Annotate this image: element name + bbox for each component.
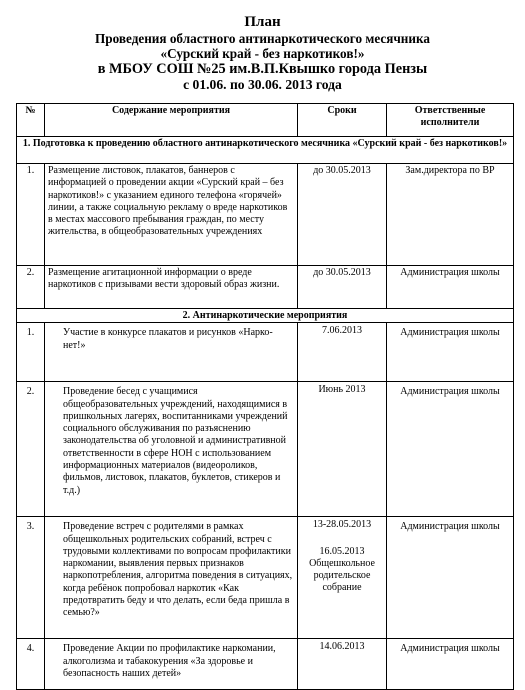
section-row bbox=[17, 309, 514, 323]
row-number: 2. bbox=[17, 266, 45, 309]
meeting-type-text: родительское bbox=[313, 570, 371, 582]
row-activity: Проведение встреч с родителями в рамках общешкольных родительских собраний, встреч с трудовыми коллективами по вопросам профилактики наркомании, выявления первых признаков наркопотребления, алгоритма поведения в ситуациях, когда ребёнок попробовал наркотик «Как предотвратить беду и что делать, если беда пришла в семью?» bbox=[45, 517, 298, 639]
meeting-type-text: Общешкольное bbox=[309, 557, 375, 569]
table-row bbox=[17, 266, 514, 309]
document-title: План bbox=[244, 14, 281, 30]
table-row bbox=[17, 323, 514, 382]
section-title: 1. Подготовка к проведению областного антинаркотического месячника «Сурский край - без наркотиков!» bbox=[17, 137, 514, 164]
table-row bbox=[17, 639, 514, 690]
row-responsible: Администрация школы bbox=[387, 639, 514, 690]
row-activity: Размещение листовок, плакатов, баннеров с информацией о проведении акции «Сурский край – без наркотиков!» с указанием единого телефона «горячей» линии, а также социальную рекламу о вреде наркотиков в местах массового пребывания граждан, по месту жительства, в общеобразовательных учреждениях bbox=[45, 164, 298, 266]
row-responsible: Администрация школы bbox=[387, 323, 514, 382]
row-dates bbox=[298, 517, 387, 639]
row-activity: Проведение Акции по профилактике наркомании, алкоголизма и табакокурения «За здоровье и безопасность наших детей» bbox=[45, 639, 298, 690]
row-dates: 14.06.2013 bbox=[298, 639, 387, 690]
row-responsible: Администрация школы bbox=[387, 517, 514, 639]
meeting-date-text: 16.05.2013 bbox=[319, 545, 365, 557]
table-row bbox=[17, 164, 514, 266]
row-responsible: Администрация школы bbox=[387, 266, 514, 309]
row-dates: Июнь 2013 bbox=[298, 382, 387, 517]
row-responsible: Администрация школы bbox=[387, 382, 514, 517]
plan-table bbox=[16, 103, 514, 690]
document-subtitle: Проведения областного антинаркотического месячника bbox=[95, 31, 430, 46]
section-title: 2. Антинаркотические мероприятия bbox=[17, 309, 514, 323]
section-row bbox=[17, 137, 514, 164]
col-header-number: № bbox=[17, 104, 45, 137]
row-number: 3. bbox=[17, 517, 45, 639]
row-dates: до 30.05.2013 bbox=[298, 164, 387, 266]
row-responsible: Зам.директора по ВР bbox=[387, 164, 514, 266]
row-activity: Проведение бесед с учащимися общеобразовательных учреждений, находящимися в пришкольных лагерях, воспитанниками учреждений социального обслуживания по разъяснению законодательства об уголовной и административной ответственности в сфере НОН с использованием информационных материалов (видеороликов, фильмов, листовок, плакатов, буклетов, стикеров и т.д.) bbox=[45, 382, 298, 517]
meeting-type-text: собрание bbox=[322, 582, 362, 594]
row-activity: Размещение агитационной информации о вреде наркотиков с призывами вести здоровый образ жизни. bbox=[45, 266, 298, 309]
row-number: 2. bbox=[17, 382, 45, 517]
table-row bbox=[17, 382, 514, 517]
campaign-name: «Сурский край - без наркотиков!» bbox=[160, 46, 365, 61]
row-number: 4. bbox=[17, 639, 45, 690]
col-header-activity: Содержание мероприятия bbox=[45, 104, 298, 137]
date-range: с 01.06. по 30.06. 2013 года bbox=[183, 77, 342, 92]
col-header-responsible: Ответственные исполнители bbox=[387, 104, 514, 137]
row-dates: до 30.05.2013 bbox=[298, 266, 387, 309]
row-number: 1. bbox=[17, 164, 45, 266]
col-header-dates: Сроки bbox=[298, 104, 387, 137]
row-activity: Участие в конкурсе плакатов и рисунков «Нарко-нет!» bbox=[45, 323, 298, 382]
table-row bbox=[17, 517, 514, 639]
table-header-row bbox=[17, 104, 514, 137]
row-number: 1. bbox=[17, 323, 45, 382]
school-name: в МБОУ СОШ №25 им.В.П.Квышко города Пензы bbox=[97, 61, 428, 77]
document-header bbox=[0, 14, 525, 93]
date-range-text: 13-28.05.2013 bbox=[312, 519, 372, 531]
row-dates: 7.06.2013 bbox=[298, 323, 387, 382]
